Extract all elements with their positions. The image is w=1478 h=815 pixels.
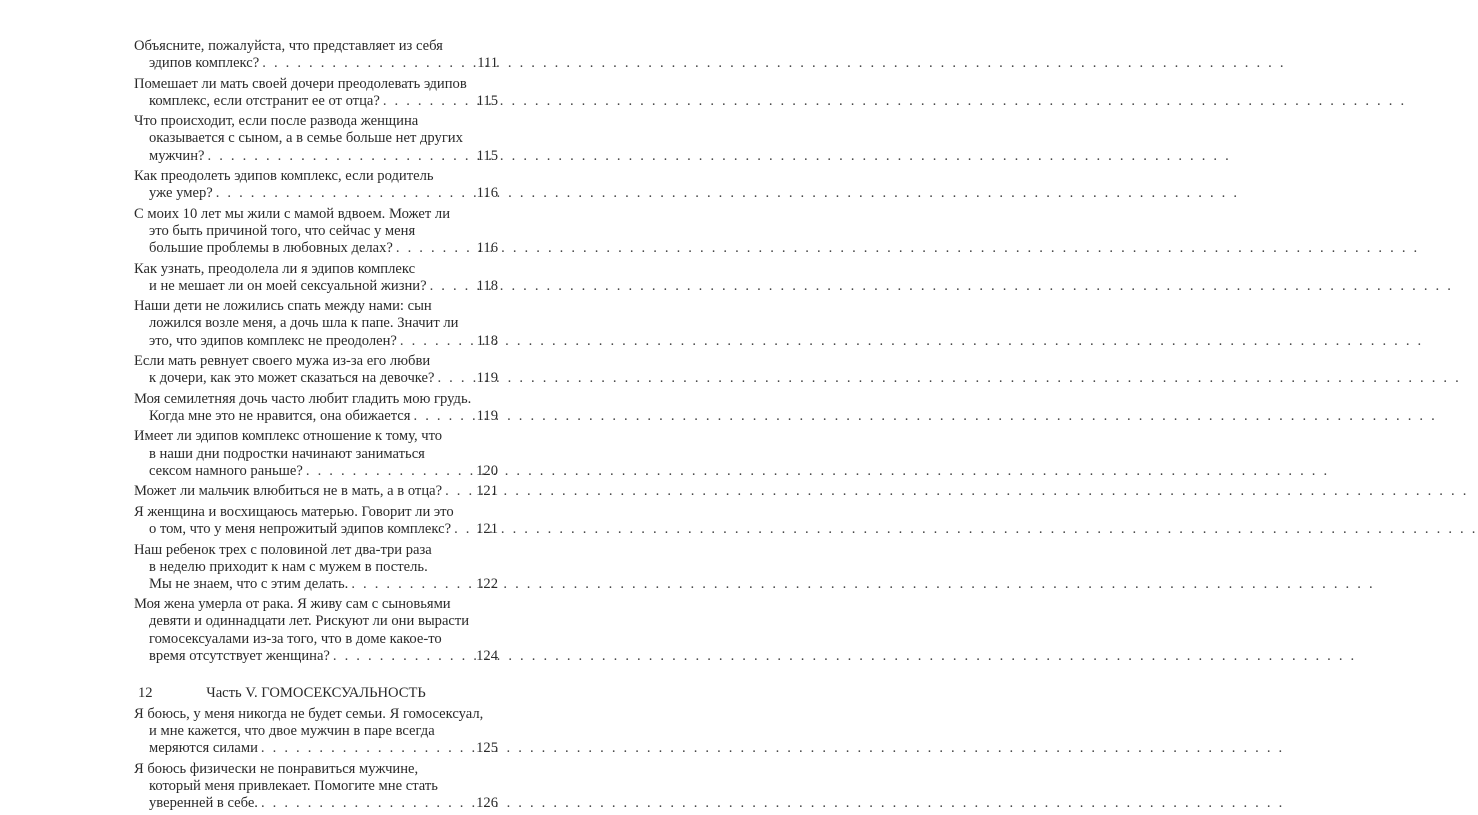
- toc-entry-text: эдипов комплекс?: [149, 55, 260, 72]
- dot-leader: [258, 740, 471, 757]
- toc-entry-line: [134, 278, 498, 295]
- toc-entry-line: [134, 521, 498, 538]
- dot-leader: [205, 148, 472, 165]
- dot-leader: [442, 483, 471, 500]
- toc-entry-text: о том, что у меня непрожитый эдипов комплекс?: [149, 520, 452, 537]
- toc-entry-text: Мы не знаем, что с этим делать.: [149, 575, 349, 592]
- toc-entry: [134, 483, 498, 500]
- toc-entry-line: девяти и одиннадцати лет. Рискуют ли они вырасти: [149, 613, 470, 630]
- dot-leader: [451, 521, 471, 538]
- toc-entry-line: С моих 10 лет мы жили с мамой вдвоем. Может ли: [134, 205, 451, 222]
- part-toc-list: [134, 706, 498, 812]
- dot-leader: [348, 576, 471, 593]
- toc-entry-text: большие проблемы в любовных делах?: [149, 240, 393, 257]
- toc-page-number: 124: [476, 647, 498, 664]
- toc-page-number: 119: [476, 407, 498, 424]
- toc-entry-line: Как узнать, преодолела ли я эдипов комплекс: [134, 260, 416, 277]
- toc-entry: [134, 391, 498, 425]
- toc-entry: [134, 298, 498, 349]
- dot-leader: [397, 333, 472, 350]
- toc-entry-text: комплекс, если отстранит ее от отца?: [149, 92, 380, 109]
- toc-entry-text: уже умер?: [149, 185, 213, 202]
- toc-entry-line: это быть причиной того, что сейчас у меня: [149, 222, 416, 239]
- toc-list: [134, 38, 498, 665]
- toc-entry: [134, 504, 498, 538]
- toc-entry: [134, 76, 498, 110]
- toc-page-number: 120: [476, 462, 498, 479]
- toc-page-number: 121: [476, 520, 498, 537]
- toc-page-number: 125: [476, 739, 498, 756]
- book-page: [0, 0, 600, 811]
- toc-entry-line: Помешает ли мать своей дочери преодолевать эдипов: [134, 75, 467, 92]
- toc-entry: [134, 353, 498, 387]
- toc-page-number: 111: [477, 55, 498, 72]
- toc-entry-line: Моя семилетняя дочь часто любит гладить мою грудь.: [134, 390, 472, 407]
- toc-entry-line: [134, 185, 498, 202]
- toc-entry-text: это, что эдипов комплекс не преодолен?: [149, 332, 397, 349]
- toc-entry: [134, 113, 498, 164]
- toc-page-number: 121: [476, 483, 498, 500]
- toc-page-number: 119: [476, 370, 498, 387]
- toc-entry: [134, 428, 498, 479]
- toc-page-number: 115: [476, 147, 498, 164]
- toc-entry: [134, 542, 498, 593]
- toc-entry-line: ложился возле меня, а дочь шла к папе. Значит ли: [149, 315, 459, 332]
- toc-entry-text: меряются силами: [149, 739, 258, 756]
- toc-entry-line: [134, 795, 498, 812]
- dot-leader: [427, 278, 472, 295]
- toc-entry-line: [134, 408, 498, 425]
- toc-page-number: 126: [476, 794, 498, 811]
- toc-entry-line: [134, 370, 498, 387]
- toc-entry-line: [134, 55, 498, 72]
- dot-leader: [259, 55, 472, 72]
- toc-entry-line: и мне кажется, что двое мужчин в паре всегда: [149, 722, 435, 739]
- toc-entry-line: Я боюсь физически не понравиться мужчине,: [134, 760, 419, 777]
- toc-page-number: 118: [476, 332, 498, 349]
- toc-entry-line: [134, 576, 498, 593]
- toc-entry-line: [134, 333, 498, 350]
- toc-entry-line: в наши дни подростки начинают заниматься: [149, 445, 425, 462]
- toc-entry: [134, 706, 498, 757]
- toc-entry-line: [134, 240, 498, 257]
- toc-entry: [134, 596, 498, 664]
- toc-entry-text: сексом намного раньше?: [149, 462, 303, 479]
- toc-entry-line: Наши дети не ложились спать между нами: сын: [134, 298, 432, 315]
- toc-entry-line: Если мать ревнует своего мужа из-за его любви: [134, 353, 431, 370]
- toc-entry-line: [134, 93, 498, 110]
- toc-entry-line: Моя жена умерла от рака. Я живу сам с сыновьями: [134, 596, 451, 613]
- dot-leader: [434, 370, 471, 387]
- toc-entry-line: [134, 648, 498, 665]
- toc-entry: [134, 761, 498, 812]
- toc-entry-text: Может ли мальчик влюбиться не в мать, а в отца?: [134, 483, 443, 500]
- dot-leader: [330, 648, 471, 665]
- toc-entry-text: уверенней в себе.: [149, 794, 258, 811]
- dot-leader: [258, 795, 471, 812]
- dot-leader: [380, 93, 472, 110]
- toc-entry-line: Я боюсь, у меня никогда не будет семьи. Я гомосексуал,: [134, 705, 484, 722]
- toc-entry-line: [134, 740, 498, 757]
- toc-entry-text: мужчин?: [149, 147, 205, 164]
- toc-entry-line: Объясните, пожалуйста, что представляет из себя: [134, 38, 443, 54]
- toc-entry-text: Когда мне это не нравится, она обижается: [149, 407, 411, 424]
- page-number: 12: [138, 685, 153, 701]
- dot-leader: [213, 185, 472, 202]
- toc-entry-line: оказывается с сыном, а в семье больше нет других: [149, 130, 463, 147]
- toc-entry-line: Наш ребенок трех с половиной лет два-три раза: [134, 541, 432, 558]
- part-heading: Часть V. ГОМОСЕКСУАЛЬНОСТЬ: [206, 684, 426, 701]
- dot-leader: [303, 463, 471, 480]
- toc-page-number: 118: [476, 277, 498, 294]
- toc-entry-line: Что происходит, если после развода женщина: [134, 113, 419, 130]
- dot-leader: [393, 240, 472, 257]
- toc-entry-line: [134, 463, 498, 480]
- toc-entry: [134, 168, 498, 202]
- toc-entry-text: и не мешает ли он моей сексуальной жизни?: [149, 277, 427, 294]
- toc-page-number: 115: [476, 92, 498, 109]
- toc-entry-line: Как преодолеть эдипов комплекс, если родитель: [134, 168, 434, 185]
- toc-entry-line: [134, 148, 498, 165]
- table-of-contents: [134, 38, 498, 815]
- toc-entry: [134, 261, 498, 295]
- toc-entry: [134, 206, 498, 257]
- toc-entry-text: к дочери, как это может сказаться на девочке?: [149, 370, 435, 387]
- toc-entry-line: который меня привлекает. Помогите мне стать: [149, 777, 438, 794]
- toc-page-number: 116: [476, 185, 498, 202]
- toc-entry-line: гомосексуалами из-за того, что в доме какое-то: [149, 630, 442, 647]
- toc-entry-line: [134, 483, 498, 500]
- toc-entry-text: время отсутствует женщина?: [149, 647, 330, 664]
- toc-entry: [134, 38, 498, 72]
- toc-entry-line: в неделю приходит к нам с мужем в постель.: [149, 558, 428, 575]
- dot-leader: [411, 408, 472, 425]
- toc-page-number: 116: [476, 240, 498, 257]
- toc-entry-line: Я женщина и восхищаюсь матерью. Говорит ли это: [134, 503, 454, 520]
- toc-entry-line: Имеет ли эдипов комплекс отношение к тому, что: [134, 428, 443, 445]
- toc-page-number: 122: [476, 575, 498, 592]
